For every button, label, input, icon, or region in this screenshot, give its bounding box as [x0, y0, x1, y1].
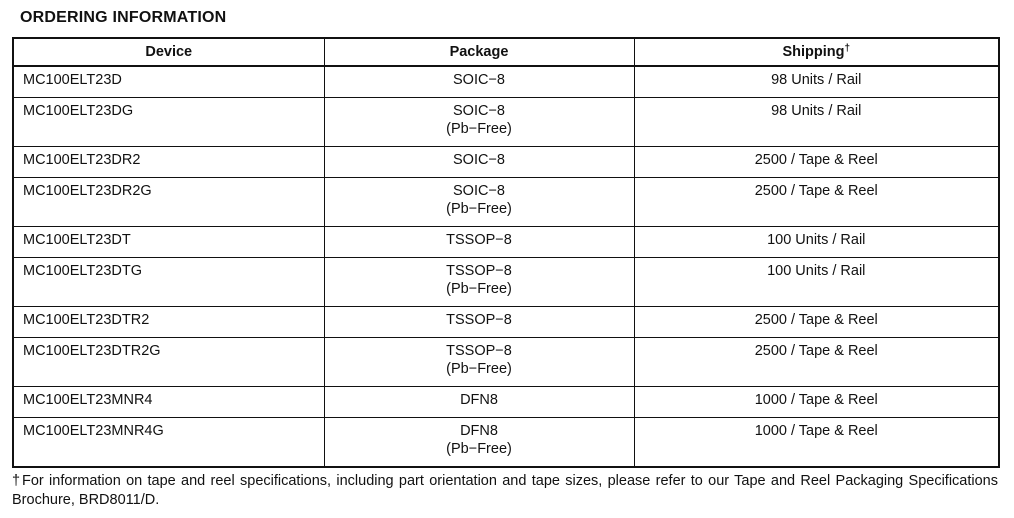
cell-package: [324, 227, 634, 258]
dagger-mark: †: [844, 43, 851, 54]
cell-package: [324, 418, 634, 468]
cell-package: [324, 66, 634, 98]
table-row: [13, 227, 999, 258]
package-name: TSSOP−8: [446, 232, 512, 248]
cell-shipping: 2500 / Tape & Reel: [634, 338, 999, 387]
table-row: [13, 387, 999, 418]
cell-shipping: 100 Units / Rail: [634, 258, 999, 307]
package-name: TSSOP−8: [446, 263, 512, 279]
cell-package: [324, 98, 634, 147]
package-name: SOIC−8: [453, 183, 505, 199]
cell-device: MC100ELT23DTR2G: [13, 338, 324, 387]
footnote-text: For information on tape and reel specifications, including part orientation and tape sizes, please refer to our Tape and Reel Packaging Specifications Brochure, BRD8011/D.: [12, 473, 998, 508]
cell-shipping: 98 Units / Rail: [634, 98, 999, 147]
cell-shipping: 2500 / Tape & Reel: [634, 307, 999, 338]
section-title: ORDERING INFORMATION: [20, 9, 227, 26]
table-row: [13, 66, 999, 98]
footnote: [12, 472, 998, 510]
cell-package: [324, 387, 634, 418]
package-name: DFN8: [460, 423, 498, 439]
package-note: (Pb−Free): [446, 441, 512, 457]
table-header-row: [13, 38, 999, 66]
cell-shipping: 100 Units / Rail: [634, 227, 999, 258]
table-row: [13, 307, 999, 338]
header-shipping: [634, 38, 999, 66]
package-name: SOIC−8: [453, 152, 505, 168]
ordering-table: [12, 37, 1000, 468]
cell-device: MC100ELT23MNR4G: [13, 418, 324, 468]
package-name: TSSOP−8: [446, 343, 512, 359]
package-name: SOIC−8: [453, 72, 505, 88]
package-note: (Pb−Free): [446, 121, 512, 137]
table-row: [13, 258, 999, 307]
cell-package: [324, 147, 634, 178]
header-shipping-label: Shipping: [782, 44, 845, 60]
table-row: [13, 178, 999, 227]
package-note: (Pb−Free): [446, 281, 512, 297]
cell-package: [324, 307, 634, 338]
cell-shipping: 1000 / Tape & Reel: [634, 387, 999, 418]
cell-device: MC100ELT23MNR4: [13, 387, 324, 418]
cell-device: MC100ELT23DTR2: [13, 307, 324, 338]
cell-shipping: 2500 / Tape & Reel: [634, 147, 999, 178]
cell-package: [324, 178, 634, 227]
table-row: [13, 98, 999, 147]
cell-device: MC100ELT23DT: [13, 227, 324, 258]
table-row: [13, 418, 999, 468]
table-row: [13, 338, 999, 387]
cell-shipping: 1000 / Tape & Reel: [634, 418, 999, 468]
package-name: TSSOP−8: [446, 312, 512, 328]
package-note: (Pb−Free): [446, 201, 512, 217]
cell-device: MC100ELT23DTG: [13, 258, 324, 307]
cell-device: MC100ELT23DR2: [13, 147, 324, 178]
header-device: Device: [13, 38, 324, 66]
package-name: DFN8: [460, 392, 498, 408]
cell-package: [324, 258, 634, 307]
cell-device: MC100ELT23D: [13, 66, 324, 98]
header-package: Package: [324, 38, 634, 66]
package-name: SOIC−8: [453, 103, 505, 119]
cell-shipping: 98 Units / Rail: [634, 66, 999, 98]
footnote-mark: †: [12, 473, 21, 489]
cell-device: MC100ELT23DG: [13, 98, 324, 147]
cell-package: [324, 338, 634, 387]
cell-device: MC100ELT23DR2G: [13, 178, 324, 227]
table-row: [13, 147, 999, 178]
cell-shipping: 2500 / Tape & Reel: [634, 178, 999, 227]
package-note: (Pb−Free): [446, 361, 512, 377]
